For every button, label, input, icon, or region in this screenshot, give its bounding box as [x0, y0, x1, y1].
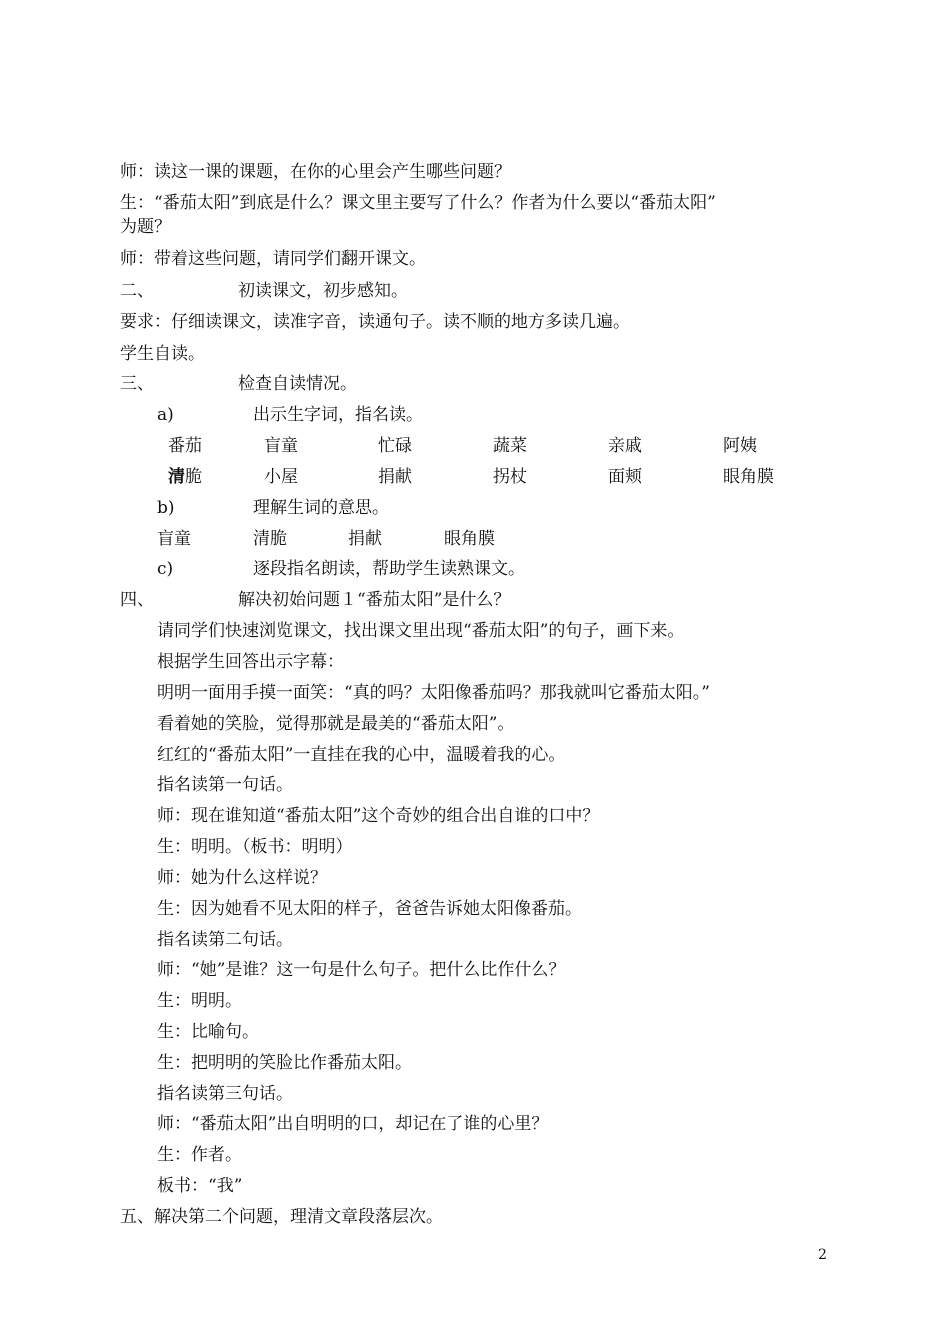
- text-line: 指名读第一句话。: [157, 775, 293, 795]
- list-marker: a): [157, 405, 174, 425]
- vocab-word: 捐献: [378, 467, 412, 487]
- text-line: 为题？: [120, 217, 171, 237]
- text-line: 生：“番茄太阳”到底是什么？课文里主要写了什么？作者为什么要以“番茄太阳”: [120, 193, 716, 213]
- text-line: 学生自读。: [120, 344, 205, 364]
- section-heading: 初读课文，初步感知。: [238, 281, 408, 301]
- text-line: 根据学生回答出示字幕：: [157, 652, 344, 672]
- text-line: 师：“她”是谁？这一句是什么句子。把什么比作什么？: [157, 960, 566, 980]
- list-item-text: 逐段指名朗读，帮助学生读熟课文。: [253, 559, 525, 579]
- vocab-word: 眼角膜: [723, 467, 774, 487]
- vocab-word: 眼角膜: [444, 529, 495, 549]
- section-heading: 五、解决第二个问题，理清文章段落层次。: [120, 1207, 443, 1227]
- section-heading: 解决初始问题１“番茄太阳”是什么？: [238, 590, 511, 610]
- vocab-word-char: 脆: [185, 467, 202, 487]
- text-line: 师：她为什么这样说？: [157, 868, 327, 888]
- vocab-word: [168, 466, 202, 488]
- list-marker: b): [157, 498, 175, 518]
- section-number: 二、: [120, 281, 154, 301]
- text-line: 生：把明明的笑脸比作番茄太阳。: [157, 1053, 412, 1073]
- text-line: 生：明明。（板书：明明）: [157, 837, 353, 857]
- text-line: 请同学们快速浏览课文，找出课文里出现“番茄太阳”的句子，画下来。: [157, 621, 685, 641]
- vocab-word: 拐杖: [493, 467, 527, 487]
- text-line: 师：带着这些问题，请同学们翻开课文。: [120, 249, 426, 269]
- text-line: 生：因为她看不见太阳的样子，爸爸告诉她太阳像番茄。: [157, 899, 582, 919]
- vocab-word: 小屋: [264, 467, 298, 487]
- text-line: 师：“番茄太阳”出自明明的口，却记在了谁的心里？: [157, 1114, 549, 1134]
- vocab-word: 盲童: [264, 436, 298, 456]
- vocab-word: 阿姨: [723, 436, 757, 456]
- text-line: 要求：仔细读课文，读准字音，读通句子。读不顺的地方多读几遍。: [120, 312, 630, 332]
- page-number: 2: [818, 1247, 827, 1263]
- vocab-word-bold-char: 清: [168, 467, 185, 487]
- text-line: 红红的“番茄太阳”一直挂在我的心中，温暖着我的心。: [157, 745, 566, 765]
- text-line: 明明一面用手摸一面笑：“真的吗？太阳像番茄吗？那我就叫它番茄太阳。”: [157, 683, 710, 703]
- text-line: 指名读第二句话。: [157, 930, 293, 950]
- vocab-word: 盲童: [157, 529, 191, 549]
- text-line: 生：比喻句。: [157, 1022, 259, 1042]
- vocab-word: 面颊: [608, 467, 642, 487]
- vocab-word: 忙碌: [378, 436, 412, 456]
- list-item-text: 出示生字词，指名读。: [253, 405, 423, 425]
- text-line: 生：作者。: [157, 1145, 242, 1165]
- text-line: 生：明明。: [157, 991, 242, 1011]
- text-line: 看着她的笑脸，觉得那就是最美的“番茄太阳”。: [157, 714, 515, 734]
- list-item-text: 理解生词的意思。: [253, 498, 389, 518]
- vocab-word: 清脆: [253, 529, 287, 549]
- text-line: 师：现在谁知道“番茄太阳”这个奇妙的组合出自谁的口中？: [157, 806, 600, 826]
- list-marker: c): [157, 559, 174, 579]
- vocab-word: 亲戚: [608, 436, 642, 456]
- text-line: 板书：“我”: [157, 1176, 243, 1196]
- section-number: 四、: [120, 590, 154, 610]
- section-number: 三、: [120, 374, 154, 394]
- vocab-word: 蔬菜: [493, 436, 527, 456]
- vocab-word: 捐献: [348, 529, 382, 549]
- text-line: 指名读第三句话。: [157, 1084, 293, 1104]
- vocab-word: 番茄: [168, 436, 202, 456]
- text-line: 师：读这一课的课题，在你的心里会产生哪些问题？: [120, 162, 511, 182]
- section-heading: 检查自读情况。: [238, 374, 357, 394]
